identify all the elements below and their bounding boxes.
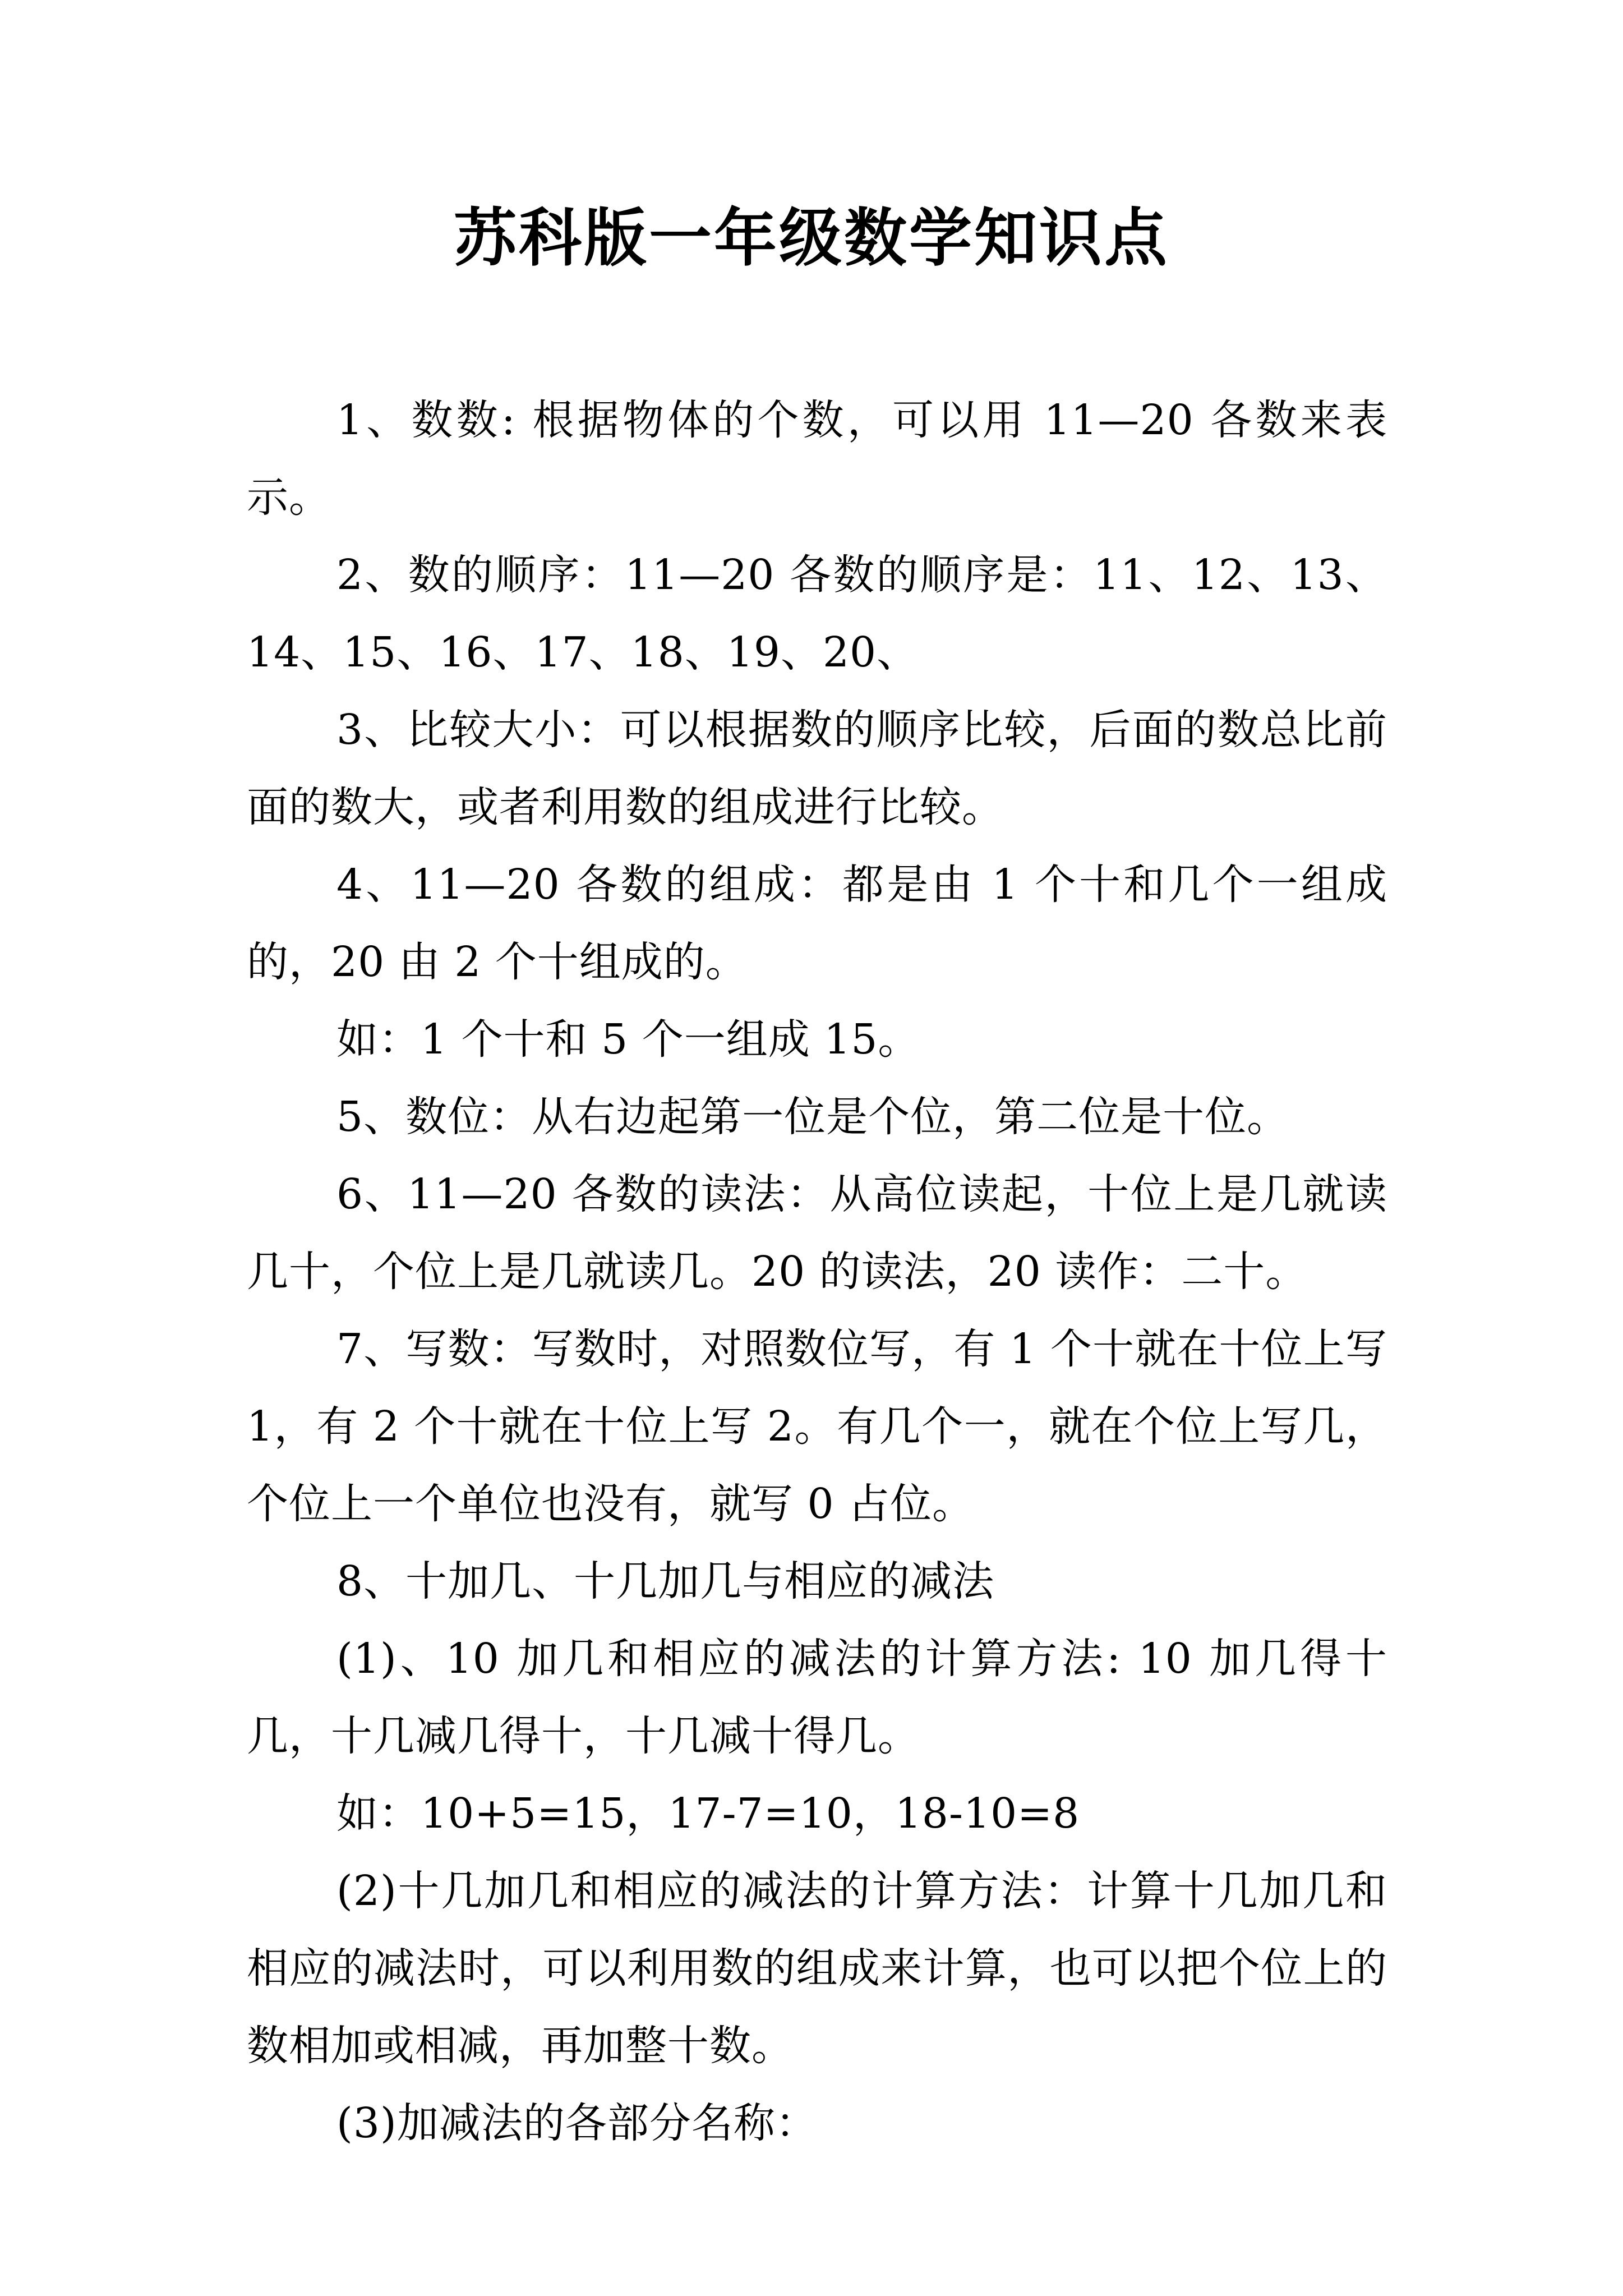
paragraph-composition: 4、11—20 各数的组成：都是由 1 个十和几个一组成的，20 由 2 个十组成的。 — [247, 861, 1387, 986]
document-body — [247, 381, 1387, 2162]
paragraph-composition-example: 如：1 个十和 5 个一组成 15。 — [336, 1015, 920, 1064]
paragraph-place-value: 5、数位：从右边起第一位是个位，第二位是十位。 — [336, 1093, 1289, 1141]
document-title: 苏科版一年级数学知识点 — [454, 201, 1169, 275]
paragraph-counting: 1、数数: 根据物体的个数，可以用 11—20 各数来表示。 — [247, 396, 1387, 522]
paragraph-ten-plus-method: (1)、10 加几和相应的减法的计算方法: 10 加几得十几，十几减几得十，十几减十得几。 — [247, 1635, 1387, 1760]
paragraph-addition-subtraction-heading: 8、十加几、十几加几与相应的减法 — [336, 1557, 995, 1605]
paragraph-compare-size: 3、比较大小：可以根据数的顺序比较，后面的数总比前面的数大，或者利用数的组成进行比较。 — [247, 706, 1387, 831]
paragraph-number-order: 2、数的顺序：11—20 各数的顺序是：11、12、13、14、15、16、17、18、19、20、 — [247, 551, 1387, 677]
paragraph-reading-numbers: 6、11—20 各数的读法：从高位读起，十位上是几就读几十，个位上是几就读几。20 的读法，20 读作：二十。 — [247, 1170, 1387, 1296]
paragraph-ten-plus-example: 如：10+5=15，17-7=10，18-10=8 — [336, 1789, 1080, 1838]
paragraph-part-names: (3)加减法的各部分名称： — [336, 2099, 818, 2147]
paragraph-writing-numbers: 7、写数：写数时，对照数位写，有 1 个十就在十位上写 1，有 2 个十就在十位上写 2。有几个一，就在个位上写几，个位上一个单位也没有，就写 0 占位。 — [247, 1325, 1387, 1528]
paragraph-teens-plus-method: (2)十几加几和相应的减法的计算方法：计算十几加几和相应的减法时，可以利用数的组成来计算，也可以把个位上的数相加或相减，再加整十数。 — [247, 1867, 1387, 2070]
